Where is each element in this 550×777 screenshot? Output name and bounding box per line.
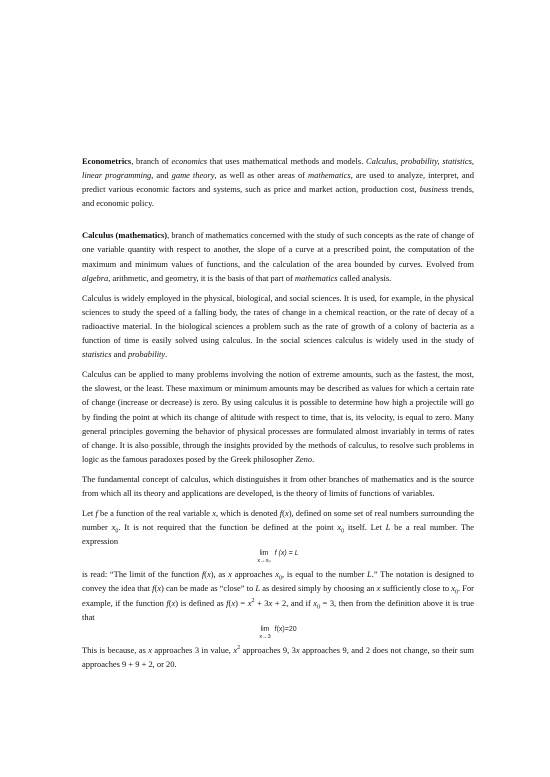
text: Calculus can be applied to many problems involving the notion of extreme amounts, such as the fastest, the most, the slowest, or the least. These maximum or minimum amounts may be described as values for which a certain rate of change (increase or decrease) is zero. By using calculus it is possible to determine how high a projectile will go by finding the point at which its change of altitude with respect to time, that is, its velocity, is equal to zero. Many general principles governing the behavior of physical processes are formulated almost invariably in terms of rates of change. It is also possible, through the insights provided by the methods of calculus, to resolve such problems in logic as the famous paradoxes posed by the Greek philosopher: [82, 369, 474, 464]
formula-limit-example: [82, 626, 474, 640]
document-page: [82, 154, 474, 677]
limit-expression: f (x) = L: [274, 550, 299, 558]
limit-subscript: x→3: [259, 633, 271, 640]
term-calculus: Calculus (mathematics): [82, 230, 168, 241]
text: , branch of: [131, 156, 172, 166]
paragraph-extreme-amounts: [82, 367, 474, 466]
paragraph-calculus-definition: [82, 228, 474, 284]
text: .: [165, 349, 168, 360]
text: Calculus is widely employed in the physical, biological, and social sciences. It is used, for example, in the physical sciences to study the speed of a falling body, the rates of change in a chemical reaction, or the rate of decay of a radioactive material. In the biological sciences a problem such as the rate of growth of a colony of bacteria as a function of time is easily solved using calculus. In the social sciences calculus is widely used in the study of: [82, 292, 474, 346]
link-calculus-list[interactable]: Calculus, probability, statistics, linear programming: [82, 156, 474, 181]
text: that uses mathematical methods and models.: [207, 156, 366, 166]
text: , and: [151, 170, 172, 181]
limit-expression: f(x)=20: [274, 625, 297, 633]
link-game-theory[interactable]: game theory: [171, 170, 215, 181]
text: trends, and economic policy.: [82, 184, 474, 209]
limit-operator: lim x→3: [259, 625, 271, 640]
text: , branch of mathematics concerned with the study of such concepts as the rate of change of one variable quantity with respect to another, the slope of a curve at a prescribed point, the computation of the maximum and minimum values of functions, and the calculation of the area bounded by curves. Evolved from: [82, 230, 474, 269]
text: called analysis.: [337, 272, 392, 283]
text: .: [312, 453, 315, 464]
link-mathematics[interactable]: mathematics: [308, 170, 351, 181]
link-zeno[interactable]: Zeno: [295, 453, 313, 464]
link-economics[interactable]: economics: [171, 156, 208, 166]
text: The fundamental concept of calculus, which distinguishes it from other branches of mathematics and is the source from which all its theory and applications are developed, is the theory of limits of functions of variables.: [82, 473, 474, 498]
paragraph-fundamental-concept: [82, 472, 474, 500]
paragraph-limit-reading: is read: “The limit of the function f(x), as x approaches $x_0$, is equal to the number L.” The notation is designed to convey the idea that f(x) can be made as “close” to L as desired simply by choosing an x sufficiently close to $x_0$. For example, if the function f(x) is defined as $f(x) = x^2 + 3x + 2$, and if $x_0 = 3$, then from the definition above it is true that: [82, 569, 475, 622]
paragraph-econometrics: [82, 154, 474, 210]
term-econometrics: Econometrics: [82, 156, 132, 166]
text: , arithmetic, and geometry, it is the basis of that part of: [108, 272, 295, 283]
link-probability[interactable]: probability: [127, 349, 166, 360]
paragraph-limit-explanation: This is because, as x approaches 3 in value, $x^2$ approaches 9, 3x approaches 9, and 2 does not change, so their sum approaches 9 + 9 + 2, or 20.: [82, 644, 474, 669]
link-statistics[interactable]: statistics: [82, 349, 112, 360]
text: , as well as other areas of: [214, 170, 309, 181]
text: and: [111, 349, 128, 360]
link-mathematics[interactable]: mathematics: [294, 272, 338, 283]
link-algebra[interactable]: algebra: [82, 272, 109, 283]
formula-limit-definition: [82, 550, 474, 564]
limit-operator: lim x→x₀: [257, 550, 271, 565]
text: , are used to analyze, interpret, and predict various economic factors and systems, such as price and market action, production cost,: [82, 170, 474, 195]
limit-subscript: x→x₀: [257, 558, 271, 565]
link-business[interactable]: business: [419, 184, 449, 195]
paragraph-calculus-uses: [82, 291, 474, 361]
paragraph-limit-definition: Let f be a function of the real variable x, which is denoted f(x), defined on some set of real numbers surrounding the number $x_0$. It is not required that the function be defined at the point $x_0$ itself. Let L be a real number. The expression: [82, 508, 474, 547]
